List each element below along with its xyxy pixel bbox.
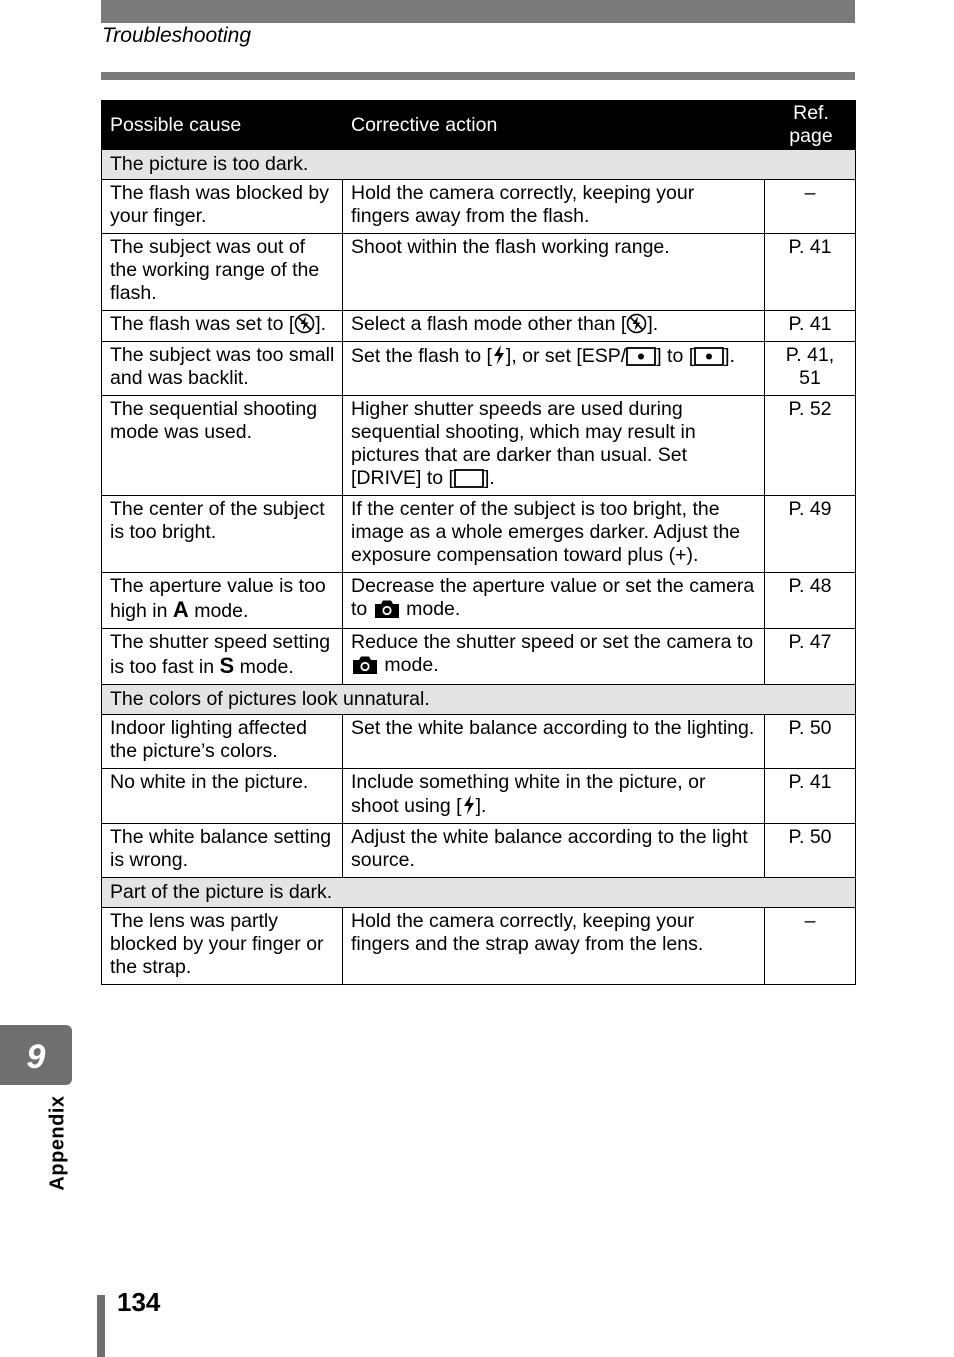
table-row	[102, 342, 856, 396]
action-text: Include something white in the picture, or shoot using [	[351, 771, 706, 817]
action-text: Set the flash to [	[351, 345, 492, 367]
action-text: Reduce the shutter speed or set the camera to	[351, 631, 754, 653]
table-row	[102, 824, 856, 878]
ref-cell: P. 41	[765, 769, 856, 824]
ref-cell: P. 41	[765, 234, 856, 311]
action-cell: If the center of the subject is too bright, the image as a whole emerges darker. Adjust the exposure compensation toward plus (+).	[343, 496, 765, 573]
action-cell: Set the white balance according to the lighting.	[343, 715, 765, 769]
cause-cell	[102, 573, 343, 629]
action-text: ].	[483, 467, 495, 489]
group-title: Part of the picture is dark.	[102, 878, 856, 908]
table-row	[102, 908, 856, 985]
aperture-mode-glyph: A	[172, 597, 189, 622]
table-row	[102, 496, 856, 573]
table-row	[102, 769, 856, 824]
cause-text: The flash was set to [	[110, 313, 295, 335]
ref-cell: P. 47	[765, 629, 856, 685]
troubleshooting-table	[101, 100, 856, 985]
cause-cell: Indoor lighting affected the picture’s colors.	[102, 715, 343, 769]
cause-text: mode.	[234, 656, 294, 678]
action-text: Decrease the aperture value or set the camera to	[351, 575, 755, 620]
ref-cell: P. 50	[765, 824, 856, 878]
table-row	[102, 311, 856, 342]
table-header-row	[102, 101, 856, 150]
action-cell: Hold the camera correctly, keeping your fingers and the strap away from the lens.	[343, 908, 765, 985]
cause-cell: The center of the subject is too bright.	[102, 496, 343, 573]
single-frame-icon	[454, 469, 484, 488]
cause-text: mode.	[188, 600, 249, 622]
cause-cell: The white balance setting is wrong.	[102, 824, 343, 878]
action-cell	[343, 573, 765, 629]
cause-text: The aperture value is too high in	[110, 575, 326, 622]
ref-cell: P. 48	[765, 573, 856, 629]
spot-metering-icon	[694, 347, 724, 366]
cause-cell: The subject was out of the working range of the flash.	[102, 234, 343, 311]
ref-cell: P. 50	[765, 715, 856, 769]
shutter-mode-glyph: S	[219, 653, 235, 678]
flash-off-icon	[294, 313, 315, 334]
flash-fill-icon	[462, 794, 476, 816]
cause-cell: The subject was too small and was backlit.	[102, 342, 343, 396]
group-row	[102, 150, 856, 180]
header-ref-line2: page	[789, 125, 833, 147]
action-text: ].	[475, 795, 487, 817]
table-row	[102, 715, 856, 769]
header-ref-page	[765, 101, 856, 150]
ref-cell: –	[765, 180, 856, 234]
action-cell	[343, 769, 765, 824]
action-cell: Hold the camera correctly, keeping your fingers away from the flash.	[343, 180, 765, 234]
cause-cell: No white in the picture.	[102, 769, 343, 824]
chapter-number: 9	[26, 1038, 46, 1076]
action-cell	[343, 629, 765, 685]
section-title: Troubleshooting	[102, 24, 252, 47]
cause-cell	[102, 311, 343, 342]
group-title: The picture is too dark.	[102, 150, 856, 180]
action-cell	[343, 396, 765, 496]
cause-cell: The flash was blocked by your finger.	[102, 180, 343, 234]
header-ref-line1: Ref.	[793, 102, 829, 124]
chapter-tab	[0, 1025, 72, 1085]
action-cell	[343, 311, 765, 342]
header-corrective-action: Corrective action	[343, 101, 765, 150]
cause-cell: The sequential shooting mode was used.	[102, 396, 343, 496]
flash-off-icon	[626, 313, 647, 334]
page-number: 134	[117, 1287, 161, 1317]
table-row	[102, 573, 856, 629]
header-bar	[101, 0, 855, 23]
cause-cell	[102, 629, 343, 685]
group-title: The colors of pictures look unnatural.	[102, 685, 856, 715]
group-row	[102, 878, 856, 908]
action-text: Select a flash mode other than [	[351, 313, 627, 335]
cause-text: ].	[315, 313, 327, 335]
action-text: ].	[724, 345, 735, 367]
action-text: ] to [	[656, 345, 695, 367]
action-cell: Shoot within the flash working range.	[343, 234, 765, 311]
camera-icon	[351, 655, 379, 675]
header-rule	[101, 72, 855, 80]
header-possible-cause: Possible cause	[102, 101, 343, 150]
action-text: ].	[647, 313, 659, 335]
action-text: ], or set [ESP/	[505, 345, 627, 367]
camera-icon	[373, 599, 401, 619]
flash-fill-icon	[492, 344, 506, 366]
ref-cell: –	[765, 908, 856, 985]
cause-cell: The lens was partly blocked by your finger or the strap.	[102, 908, 343, 985]
action-cell: Adjust the white balance according to the light source.	[343, 824, 765, 878]
ref-cell: P. 49	[765, 496, 856, 573]
action-text: mode.	[400, 598, 461, 620]
ref-line: 51	[799, 367, 821, 389]
group-row	[102, 685, 856, 715]
action-cell	[343, 342, 765, 396]
chapter-label: Appendix	[46, 1095, 69, 1191]
cause-text: The shutter speed setting is too fast in	[110, 631, 331, 678]
table-row	[102, 180, 856, 234]
spot-metering-icon	[626, 347, 656, 366]
table-row	[102, 629, 856, 685]
table-row	[102, 234, 856, 311]
ref-cell: P. 52	[765, 396, 856, 496]
action-text: mode.	[379, 654, 439, 676]
page-number-bar	[97, 1295, 105, 1357]
ref-cell: P. 41	[765, 311, 856, 342]
action-text: Higher shutter speeds are used during sequential shooting, which may result in pictures that are darker than usual. Set [DRIVE] to [	[351, 398, 696, 489]
ref-cell	[765, 342, 856, 396]
ref-line: P. 41,	[785, 344, 835, 366]
table-row	[102, 396, 856, 496]
